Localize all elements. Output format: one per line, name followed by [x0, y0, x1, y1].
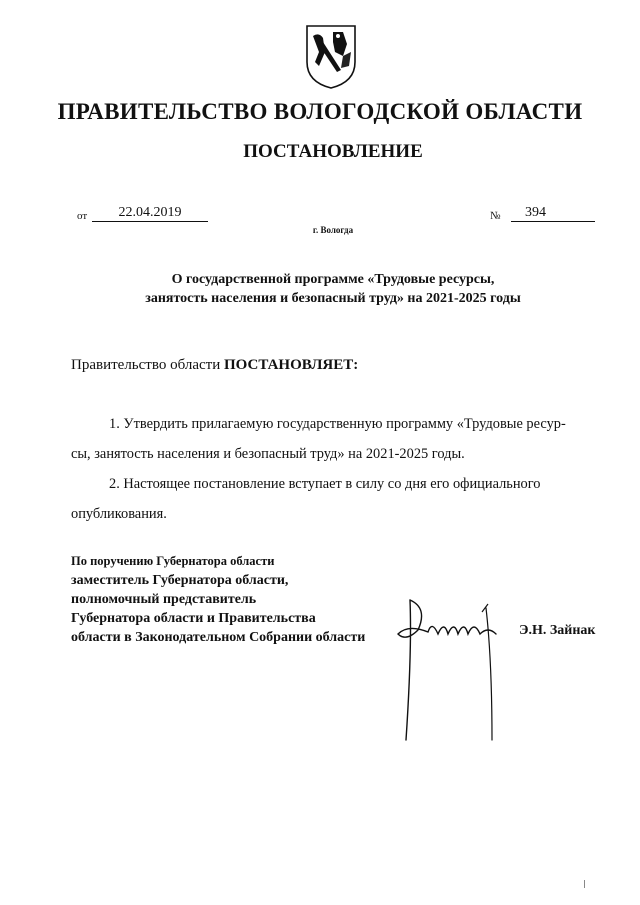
document-date: 22.04.2019	[92, 205, 208, 222]
number-prefix: №	[490, 210, 501, 222]
item-2-line-2: опубликования.	[71, 506, 167, 522]
coat-of-arms-icon	[303, 22, 359, 90]
city-label: г. Вологда	[312, 225, 354, 235]
signature-line-2: заместитель Губернатора области,	[71, 573, 289, 588]
date-prefix: от	[77, 210, 88, 222]
decree-items	[71, 409, 601, 529]
item-1-line-2: сы, занятость населения и безопасный труд» на 2021-2025 годы.	[71, 446, 465, 462]
signature-line-1: По поручению Губернатора области	[71, 554, 275, 568]
page-mark	[584, 880, 585, 888]
preamble-decree-word: ПОСТАНОВЛЯЕТ:	[223, 357, 359, 373]
signature-line-3: полномочный представитель	[71, 592, 257, 607]
preamble	[71, 357, 358, 374]
handwritten-signature	[388, 590, 508, 745]
signer-name: Э.Н. Зайнак	[519, 623, 596, 638]
subject-line-1: О государственной программе «Трудовые ресурсы,	[171, 272, 495, 287]
government-title: ПРАВИТЕЛЬСТВО ВОЛОГОДСКОЙ ОБЛАСТИ	[57, 99, 583, 124]
document-number: 394	[511, 205, 595, 222]
item-1-line-1: 1. Утвердить прилагаемую государственную программу «Трудовые ресур-	[109, 416, 566, 432]
document-type: ПОСТАНОВЛЕНИЕ	[243, 141, 423, 162]
subject-line-2: занятость населения и безопасный труд» на 2021-2025 годы	[145, 291, 521, 306]
item-2-line-1: 2. Настоящее постановление вступает в силу со дня его официального	[109, 476, 541, 492]
signature-block	[71, 552, 365, 647]
signature-line-5: области в Законодательном Собрании области	[71, 630, 366, 645]
signature-line-4: Губернатора области и Правительства	[71, 611, 316, 626]
document-subject	[0, 270, 640, 308]
preamble-text: Правительство области	[71, 357, 224, 373]
